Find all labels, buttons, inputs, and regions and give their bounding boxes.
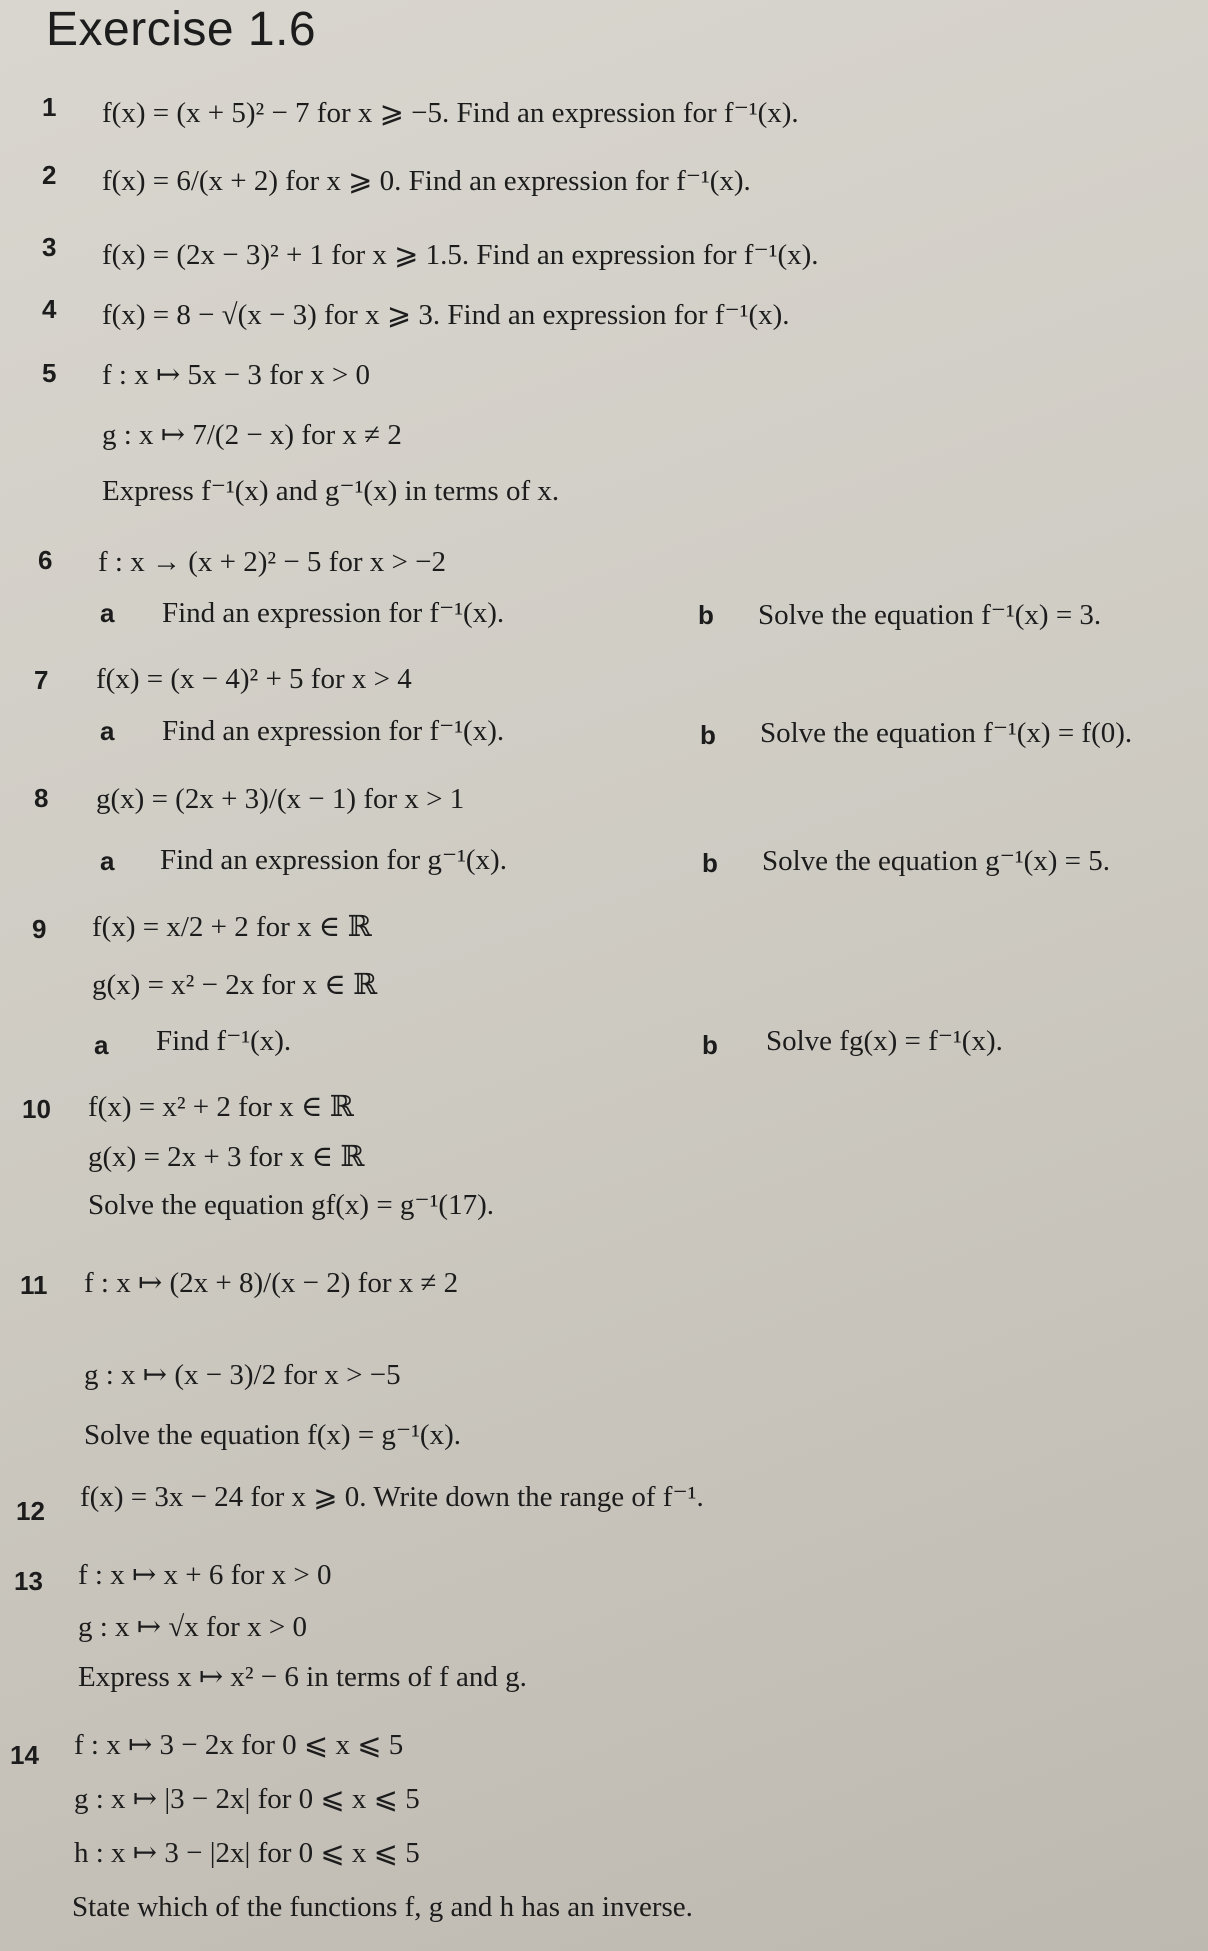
- question-number: 3: [42, 232, 57, 262]
- question-text: f : x ↦ x + 6 for x > 0: [78, 1559, 332, 1591]
- question-text: f : x ↦ (2x + 8)/(x − 2) for x ≠ 2: [84, 1267, 459, 1299]
- question-number: 5: [42, 358, 57, 388]
- question-number: 2: [42, 160, 57, 190]
- question-text: f(x) = (x + 5)² − 7 for x ⩾ −5. Find an expression for f⁻¹(x).: [102, 97, 799, 129]
- part-label: b: [702, 848, 718, 878]
- part-label: b: [702, 1030, 718, 1060]
- part-text: Find f⁻¹(x).: [156, 1025, 292, 1057]
- part-label: a: [100, 716, 115, 746]
- part-label: a: [100, 846, 115, 876]
- question-text: f(x) = x/2 + 2 for x ∈ ℝ: [92, 911, 372, 943]
- question-text: g(x) = (2x + 3)/(x − 1) for x > 1: [96, 783, 465, 815]
- part-text: Solve the equation f⁻¹(x) = 3.: [758, 599, 1102, 631]
- part-text: Find an expression for g⁻¹(x).: [160, 844, 507, 876]
- part-label: b: [700, 720, 716, 750]
- question-number: 7: [34, 665, 49, 695]
- question-number: 10: [22, 1094, 51, 1124]
- question-text: g : x ↦ (x − 3)/2 for x > −5: [84, 1359, 401, 1391]
- question-number: 12: [16, 1496, 45, 1526]
- question-text: f : x ↦ 5x − 3 for x > 0: [102, 359, 371, 391]
- question-text: f(x) = x² + 2 for x ∈ ℝ: [88, 1091, 354, 1123]
- question-number: 14: [10, 1740, 39, 1770]
- question-number: 13: [14, 1566, 43, 1596]
- question-text: g(x) = 2x + 3 for x ∈ ℝ: [88, 1141, 365, 1173]
- part-label: a: [94, 1030, 109, 1060]
- question-number: 11: [20, 1270, 48, 1300]
- part-text: Solve the equation g⁻¹(x) = 5.: [762, 845, 1111, 877]
- question-text: f(x) = (2x − 3)² + 1 for x ⩾ 1.5. Find an expression for f⁻¹(x).: [102, 239, 819, 271]
- question-text: f(x) = (x − 4)² + 5 for x > 4: [96, 663, 412, 695]
- page-title: Exercise 1.6: [46, 3, 317, 56]
- part-text: Solve the equation f⁻¹(x) = f(0).: [760, 717, 1133, 749]
- question-text: h : x ↦ 3 − |2x| for 0 ⩽ x ⩽ 5: [74, 1837, 420, 1869]
- part-text: Find an expression for f⁻¹(x).: [162, 715, 505, 747]
- question-text: g : x ↦ √x for x > 0: [78, 1611, 307, 1643]
- question-number: 4: [42, 294, 57, 324]
- question-number: 9: [32, 914, 47, 944]
- question-text: f : x ↦ 3 − 2x for 0 ⩽ x ⩽ 5: [74, 1729, 404, 1761]
- question-text: g : x ↦ |3 − 2x| for 0 ⩽ x ⩽ 5: [74, 1783, 420, 1815]
- question-text: f(x) = 8 − √(x − 3) for x ⩾ 3. Find an expression for f⁻¹(x).: [102, 299, 790, 331]
- question-text: f(x) = 6/(x + 2) for x ⩾ 0. Find an expression for f⁻¹(x).: [102, 165, 751, 197]
- part-label: b: [698, 600, 714, 630]
- question-text: f : x → (x + 2)² − 5 for x > −2: [98, 546, 446, 578]
- question-number: 6: [38, 545, 53, 575]
- question-text: g : x ↦ 7/(2 − x) for x ≠ 2: [102, 419, 402, 451]
- question-text: f(x) = 3x − 24 for x ⩾ 0. Write down the range of f⁻¹.: [80, 1481, 704, 1513]
- part-label: a: [100, 598, 115, 628]
- question-text: Express x ↦ x² − 6 in terms of f and g.: [78, 1661, 527, 1693]
- question-text: Solve the equation f(x) = g⁻¹(x).: [84, 1419, 461, 1451]
- part-text: Find an expression for f⁻¹(x).: [162, 597, 505, 629]
- question-number: 8: [34, 783, 49, 813]
- question-text: State which of the functions f, g and h has an inverse.: [72, 1891, 693, 1923]
- question-text: Solve the equation gf(x) = g⁻¹(17).: [88, 1189, 494, 1221]
- question-text: g(x) = x² − 2x for x ∈ ℝ: [92, 969, 378, 1001]
- question-text: Express f⁻¹(x) and g⁻¹(x) in terms of x.: [102, 475, 560, 507]
- question-number: 1: [42, 92, 57, 122]
- part-text: Solve fg(x) = f⁻¹(x).: [766, 1025, 1003, 1057]
